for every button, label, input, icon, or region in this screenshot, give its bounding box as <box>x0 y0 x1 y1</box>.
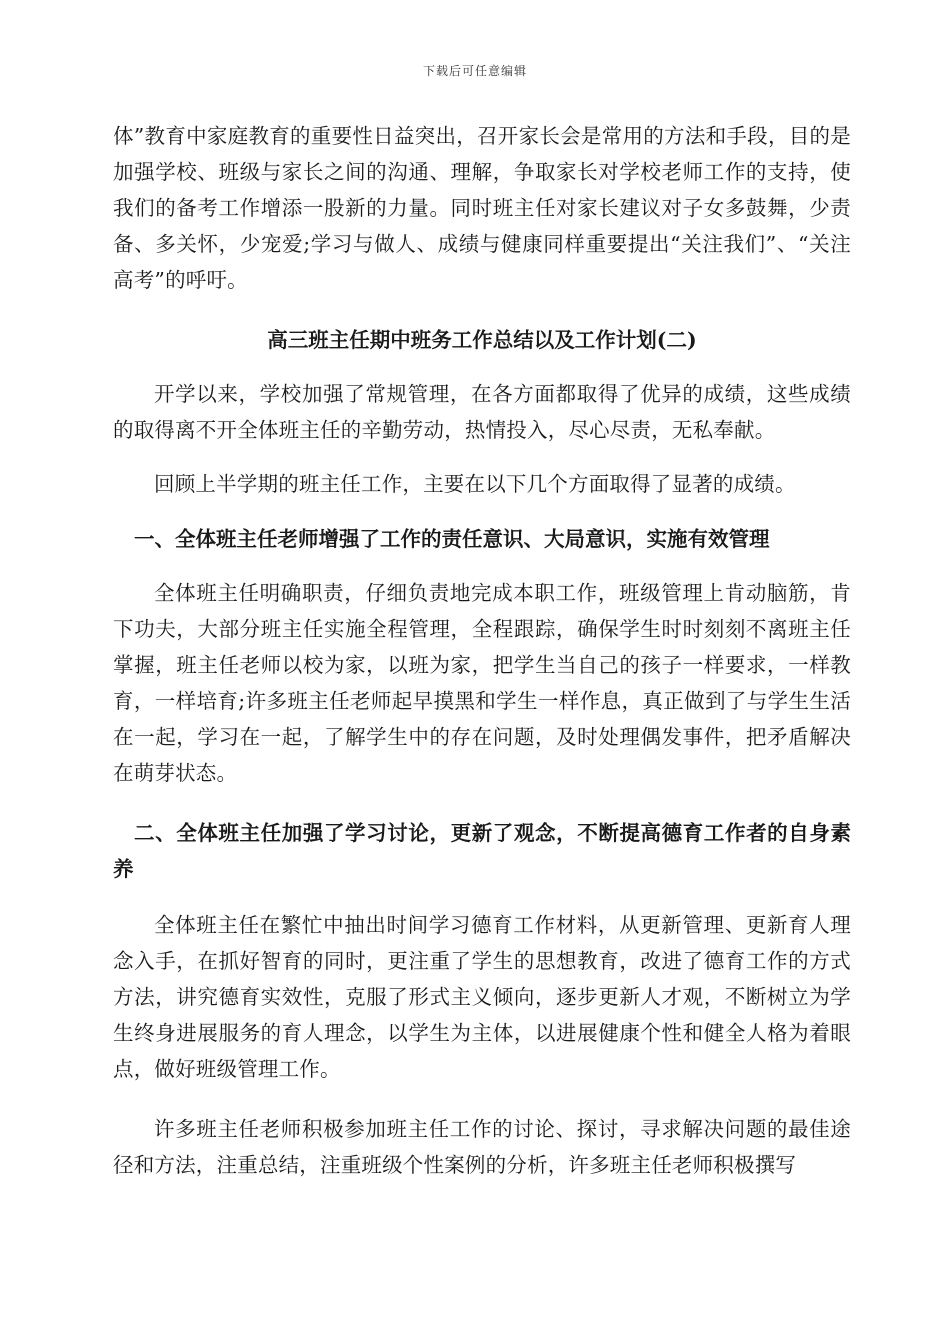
document-body <box>113 118 851 1183</box>
paragraph-5: 许多班主任老师积极参加班主任工作的讨论、探讨，寻求解决问题的最佳途径和方法，注重总结，注重班级个性案例的分析，许多班主任老师积极撰写 <box>113 1117 851 1177</box>
paragraph-3: 全体班主任明确职责，仔细负责地完成本职工作，班级管理上肯动脑筋，肯下功夫，大部分班主任实施全程管理，全程跟踪，确保学生时时刻刻不离班主任掌握，班主任老师以校为家，以班为家，把学生当自己的孩子一样要求，一样教育，一样培育;许多班主任老师起早摸黑和学生一样作息，真正做到了与学生生活在一起，学习在一起，了解学生中的存在问题，及时处理偶发事件，把矛盾解决在萌芽状态。 <box>113 581 851 785</box>
section-heading-2: 二、全体班主任加强了学习讨论，更新了观念，不断提高德育工作者的自身素养 <box>113 821 851 881</box>
section-heading-1: 一、全体班主任老师增强了工作的责任意识、大局意识，实施有效管理 <box>134 527 770 551</box>
page-header: 下载后可任意编辑 <box>422 64 527 78</box>
paragraph-intro: 体”教育中家庭教育的重要性日益突出，召开家长会是常用的方法和手段，目的是加强学校、班级与家长之间的沟通、理解，争取家长对学校老师工作的支持，使我们的备考工作增添一股新的力量。同时班主任对家长建议对子女多鼓舞，少责备、多关怀，少宠爱;学习与做人、成绩与健康同样重要提出“关注我们”、“关注高考”的呼吁。 <box>113 124 851 292</box>
paragraph-4: 全体班主任在繁忙中抽出时间学习德育工作材料，从更新管理、更新育人理念入手，在抓好智育的同时，更注重了学生的思想教育，改进了德育工作的方式方法，讲究德育实效性，克服了形式主义倾向，逐步更新人才观，不断树立为学生终身进展服务的育人理念，以学生为主体，以进展健康个性和健全人格为着眼点，做好班级管理工作。 <box>113 913 851 1081</box>
document-title: 高三班主任期中班务工作总结以及工作计划(二) <box>267 328 697 352</box>
paragraph-1: 开学以来，学校加强了常规管理，在各方面都取得了优异的成绩，这些成绩的取得离不开全体班主任的辛勤劳动，热情投入，尽心尽责，无私奉献。 <box>113 382 851 442</box>
paragraph-2: 回顾上半学期的班主任工作，主要在以下几个方面取得了显著的成绩。 <box>154 472 796 496</box>
